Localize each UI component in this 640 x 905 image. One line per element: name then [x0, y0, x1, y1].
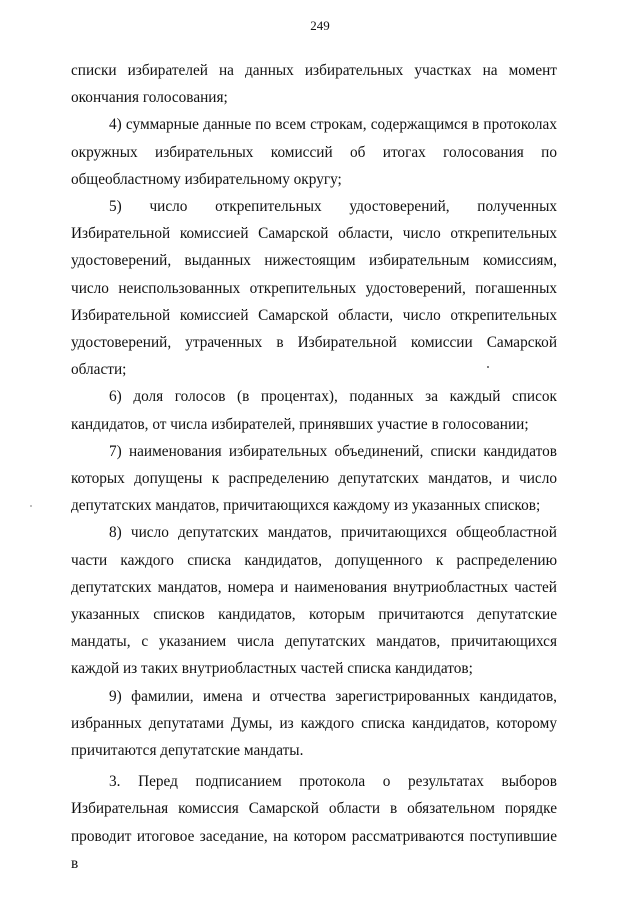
- list-item-9: 9) фамилии, имена и отчества зарегистрированных кандидатов, избранных депутатами Думы, из каждого списка кандидатов, которому причитаются депутатские мандаты.: [71, 687, 557, 760]
- list-item-4: 4) суммарные данные по всем строкам, содержащимся в протоколах окружных избирательных комиссий об итогах голосования по общеобластному избирательному округу;: [71, 116, 557, 188]
- list-item-7: 7) наименования избирательных объединений, списки кандидатов которых допущены к распределению депутатских мандатов, и число депутатских мандатов, причитающихся каждому из указанных списков;: [71, 442, 557, 515]
- page-number: 249: [310, 18, 330, 33]
- scan-artifact-dot: [487, 366, 489, 368]
- list-item-8: 8) число депутатских мандатов, причитающихся общеобластной части каждого списка кандидатов, допущенного к распределению депутатских мандатов, номера и наименования внутриобластных частей указанных списков кандидатов, которым причитаются депутатские мандаты, с указанием числа депутатских мандатов, причитающихся каждой из таких внутриобластных частей списка кандидатов;: [71, 524, 557, 678]
- list-item-6: 6) доля голосов (в процентах), поданных за каждый список кандидатов, от числа избирателей, принявших участие в голосовании;: [71, 388, 557, 433]
- paragraph-continuation: списки избирателей на данных избирательных участках на момент окончания голосования;: [71, 62, 557, 107]
- scan-artifact-dot: [30, 505, 32, 507]
- document-body: [71, 57, 557, 877]
- list-item-5: 5) число открепительных удостоверений, полученных Избирательной комиссией Самарской области, число открепительных удостоверений, выданных нижестоящим избирательным комиссиям, число неиспользованных открепительных удостоверений, погашенных Избирательной комиссией Самарской области, число открепительных удостоверений, утраченных в Избирательной комиссии Самарской области;: [71, 198, 557, 379]
- section-3-paragraph: 3. Перед подписанием протокола о результатах выборов Избирательная комиссия Самарской области в обязательном порядке проводит итоговое заседание, на котором рассматриваются поступившие в: [71, 773, 557, 872]
